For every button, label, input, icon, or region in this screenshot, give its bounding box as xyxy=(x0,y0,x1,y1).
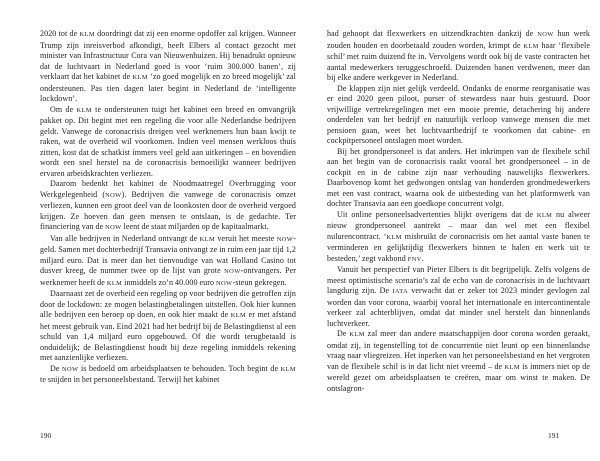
paragraph: Daarom bedenkt het kabinet de Noodmaatregel Overbrugging voor Werkgelegenheid (NOW). Bedrijven die vanwege de coronacrisis omzet verliezen, kunnen een groot deel van de loonkosten door de overheid vergoed krijgen. Ze hoeven dan geen mensen te ontslaan, is de gedachte. Ter financiering van de NOW leent de staat miljarden op de kapitaalmarkt. xyxy=(40,179,296,231)
paragraph: Bij het grondpersoneel is dat anders. Het inkrimpen van de flexibele schil aan het begin van de coronacrisis raakt vooral het grondpersoneel – in de cockpit en in de cabine zijn naar verhouding nauwelijks flexwerkers. Daarbovenop komt het gedwongen ontslag van honderden grondmedewerkers met een vast contract, waarna ook de uitbesteding van het platformwerk van dochter Transavia aan een goedkope concurrent volgt. xyxy=(327,146,590,208)
paragraph: De NOW is bedoeld om arbeidsplaatsen te behouden. Toch begint de KLM te snijden in het personeelsbestand. Terwijl het kabinet xyxy=(40,363,296,384)
page-left-text-block xyxy=(40,29,296,386)
paragraph: Van alle bedrijven in Nederland ontvangt de KLM veruit het meeste NOW-geld. Samen met dochterbedrijf Transavia ontvangt ze in ruim een jaar tijd 1,2 miljard euro. Dat is meer dan het tienvoudige van wat Holland Casino tot dusver kreeg, de nummer twee op de lijst van grote NOW-ontvangers. Per werknemer heeft de KLM inmiddels zo’n 40.000 euro NOW-steun gekregen. xyxy=(40,233,296,287)
page-number-left: 190 xyxy=(40,431,52,440)
paragraph: Uit online personeelsadvertenties blijkt overigens dat de KLM nu alweer nieuw grondpersoneel aantrekt – maar dan wel met een flexibel nulurencontract. ‘KLM misbruikt de coronacrisis om het aantal vaste banen te verminderen en gelijktijdig flexwerkers binnen te halen en werk uit te besteden,’ zegt vakbond FNV. xyxy=(327,209,590,263)
paragraph: Om de KLM te ondersteunen tuigt het kabinet een breed en omvangrijk pakket op. Dit begint met een regeling die voor alle Nederlandse bedrijven geldt. Vanwege de coronacrisis dreigen veel werknemers hun baan kwijt te raken, wat de overheid wil voorkomen. Indien veel mensen werkloos thuis zitten, kost dat de schatkist immers veel geld aan uitkeringen – en bovendien wordt een snel herstel na de coronacrisis bemoeilijkt wanneer bedrijven ervaren arbeidskrachten verliezen. xyxy=(40,104,296,178)
paragraph: 2020 tot de KLM doordringt dat zij een enorme opdoffer zal krijgen. Wanneer Trump zijn inreisverbod afkondigt, heeft Elbers al contact gezocht met minister van Infrastructuur Cora van Nieuwenhuizen. Hij benadrukt opnieuw dat de luchtvaart in Nederland goed is voor ‘ruim 300.000 banen’, zij verklaart dat het kabinet de KLM ‘zo goed mogelijk en zo breed mogelijk’ zal ondersteunen. Pas tien dagen later begint in Nederland de ‘intelligente lockdown’. xyxy=(40,29,296,103)
paragraph: Daarnaast zet de overheid een regeling op voor bedrijven die getroffen zijn door de lockdown: ze mogen belastingbetalingen uitstellen. Ook hier kunnen alle bedrijven een beroep op doen, en ook hier maakt de KLM er met afstand het meest gebruik van. Eind 2021 had het bedrijf bij de Belastingdienst al een schuld van 1,4 miljard euro opgebouwd. Of die wordt terugbetaald is onduidelijk; de Belastingdienst houdt bij deze regeling inmiddels rekening met aanzienlijke verliezen. xyxy=(40,289,296,362)
page-number-right: 191 xyxy=(548,431,560,440)
page-right-text-block xyxy=(327,29,590,394)
paragraph: De klappen zijn niet gelijk verdeeld. Ondanks de enorme reorganisatie was er eind 2020 geen piloot, purser of stewardess naar huis gestuurd. Door vrijwillige vertrekregelingen met een mooie premie, detachering bij andere onderdelen van het bedrijf en natuurlijk verloop vanwege mensen die met pensioen gaan, weet het luchtvaartbedrijf te voorkomen dat cabine- en cockpitpersoneel ontslagen moet worden. xyxy=(327,83,590,145)
paragraph: Vanuit het perspectief van Pieter Elbers is dit begrijpelijk. Zelfs volgens de meest optimistische scenario’s zal de echo van de coronacrisis in de luchtvaart langdurig zijn. De IATA verwacht dat er zeker tot 2023 minder gevlogen zal worden dan voor corona, waarbij vooral het internationale en intercontinentale verkeer zal achterblijven, omdat dat minder snel herstelt dan binnenlands luchtverkeer. xyxy=(327,265,590,328)
paragraph: De KLM zal meer dan andere maatschappijen door corona worden geraakt, omdat zij, in tegenstelling tot de concurrentie niet leunt op een binnenlandse vraag naar vliegreizen. Het inperken van het personeelsbestand en het vergroten van de flexibele schil is in dat licht niet vreemd – de KLM is immers niet op de wereld gezet om arbeidsplaatsen te creëren, maar om winst te maken. De ontslagron- xyxy=(327,329,590,393)
paragraph: had gehoopt dat flexwerkers en uitzendkrachten dankzij de NOW hun werk zouden houden en doorbetaald zouden worden, krimpt de KLM haar ‘flexibele schil’ met ruim duizend fte in. Vervolgens wordt ook bij de vaste contracten het aantal medewerkers teruggeschroefd. Duizenden banen verdwenen, meer dan bij elke andere werkgever in Nederland. xyxy=(327,29,590,82)
